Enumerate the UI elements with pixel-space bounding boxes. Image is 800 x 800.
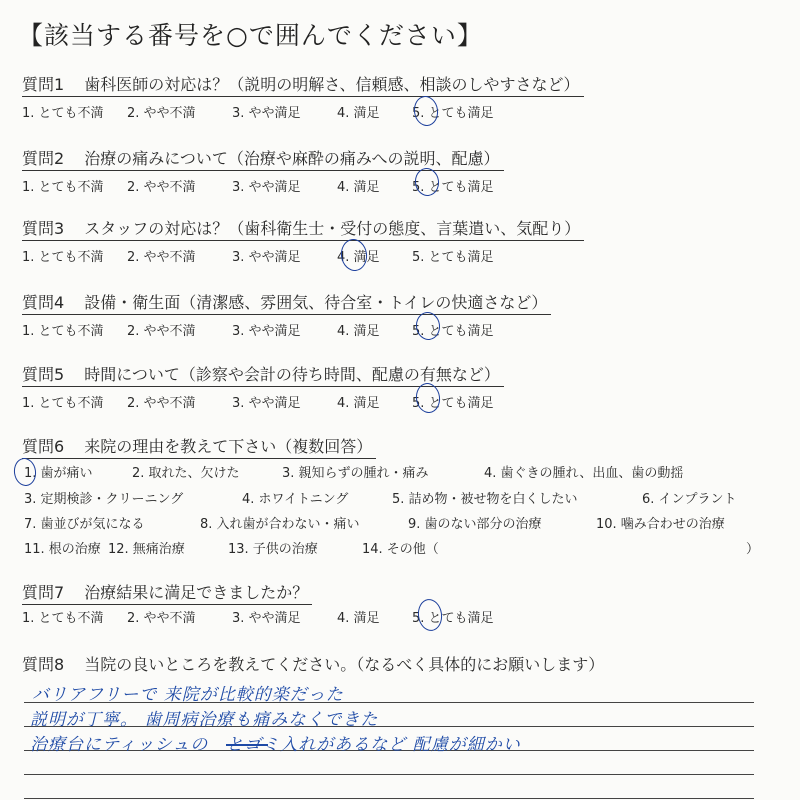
question-title: 設備・衛生面（清潔感、雰囲気、待合室・トイレの快適さなど） xyxy=(84,293,548,312)
rating-option-3[interactable]: 3. やや満足 xyxy=(232,611,301,626)
selection-circle-q7 xyxy=(416,597,444,632)
rating-option-2[interactable]: 2. やや不満 xyxy=(127,106,196,121)
rating-option-4[interactable]: 4. 満足 xyxy=(337,250,380,265)
rating-option-4[interactable]: 4. 満足 xyxy=(337,180,380,195)
rating-option-4[interactable]: 4. 満足 xyxy=(337,611,380,626)
rating-option-2[interactable]: 2. やや不満 xyxy=(127,611,196,626)
question-title: 歯科医師の対応は？（説明の明解さ、信頼感、相談のしやすさなど） xyxy=(84,75,580,94)
rating-option-2[interactable]: 2. やや不満 xyxy=(127,250,196,265)
rating-option-1[interactable]: 1. とても不満 xyxy=(22,106,104,121)
rating-option-5[interactable]: 5. とても満足 xyxy=(412,106,494,121)
reason-option[interactable]: 3. 親知らずの腫れ・痛み xyxy=(282,466,429,481)
rating-options-q3 xyxy=(22,246,494,265)
rating-option-1[interactable]: 1. とても不満 xyxy=(22,180,104,195)
question-3 xyxy=(22,216,584,241)
reason-option[interactable]: 8. 入れ歯が合わない・痛い xyxy=(200,517,360,532)
answer-line xyxy=(24,774,754,775)
rating-option-2[interactable]: 2. やや不満 xyxy=(127,180,196,195)
rating-option-5[interactable]: 5. とても満足 xyxy=(412,396,494,411)
rating-option-3[interactable]: 3. やや満足 xyxy=(232,324,301,339)
reason-option[interactable]: 7. 歯並びが気になる xyxy=(24,517,145,532)
rating-option-3[interactable]: 3. やや満足 xyxy=(232,180,301,195)
question-4 xyxy=(22,290,551,315)
rating-option-2[interactable]: 2. やや不満 xyxy=(127,324,196,339)
reason-option[interactable]: 2. 取れた、欠けた xyxy=(132,466,240,481)
reason-option[interactable]: 6. インプラント xyxy=(642,492,737,507)
rating-option-5[interactable]: 5. とても満足 xyxy=(412,611,494,626)
question-title: 時間について（診察や会計の待ち時間、配慮の有無など） xyxy=(84,365,500,384)
reason-option-other[interactable]: 14. その他（ xyxy=(362,542,439,557)
question-number: 質問7 xyxy=(22,583,65,602)
handwritten-answer-line-3: 治療台にティッシュの とゴミ入れがあるなど 配慮が細かい xyxy=(30,735,521,755)
reason-option[interactable]: 10. 噛み合わせの治療 xyxy=(596,517,725,532)
question-7 xyxy=(22,580,312,605)
reason-option[interactable]: 4. 歯ぐきの腫れ、出血、歯の動揺 xyxy=(484,466,684,481)
rating-option-3[interactable]: 3. やや満足 xyxy=(232,396,301,411)
question-number: 質問8 xyxy=(22,655,65,674)
selection-circle-q3 xyxy=(339,237,369,272)
answer-line xyxy=(24,798,754,799)
rating-option-4[interactable]: 4. 満足 xyxy=(337,396,380,411)
question-number: 質問2 xyxy=(22,149,65,168)
reason-option[interactable]: 1. 歯が痛い xyxy=(24,466,93,481)
question-title: 来院の理由を教えて下さい（複数回答） xyxy=(84,437,373,456)
rating-option-3[interactable]: 3. やや満足 xyxy=(232,106,301,121)
question-2 xyxy=(22,146,504,171)
reason-option[interactable]: 12. 無痛治療 xyxy=(108,542,185,557)
rating-option-1[interactable]: 1. とても不満 xyxy=(22,611,104,626)
question-number: 質問1 xyxy=(22,75,65,94)
question-number: 質問4 xyxy=(22,293,65,312)
handwritten-strikeout xyxy=(226,744,268,746)
reason-option[interactable]: 3. 定期検診・クリーニング xyxy=(24,492,184,507)
reason-option[interactable]: 4. ホワイトニング xyxy=(242,492,349,507)
question-1 xyxy=(22,72,584,97)
rating-option-1[interactable]: 1. とても不満 xyxy=(22,324,104,339)
reason-option[interactable]: 9. 歯のない部分の治療 xyxy=(408,517,542,532)
rating-option-4[interactable]: 4. 満足 xyxy=(337,324,380,339)
rating-option-1[interactable]: 1. とても不満 xyxy=(22,250,104,265)
rating-option-2[interactable]: 2. やや不満 xyxy=(127,396,196,411)
page-heading: 【該当する番号を○で囲んでください】 xyxy=(18,21,483,50)
question-number: 質問6 xyxy=(22,437,65,456)
handwritten-answer-line-1: バリアフリーで 来院が比較的楽だった xyxy=(32,685,344,705)
reason-option[interactable]: 11. 根の治療 xyxy=(24,542,101,557)
reason-option[interactable]: 13. 子供の治療 xyxy=(228,542,318,557)
rating-option-4[interactable]: 4. 満足 xyxy=(337,106,380,121)
handwritten-answer-line-2: 説明が丁寧。 歯周病治療も痛みなくできた xyxy=(30,710,379,730)
rating-option-5[interactable]: 5. とても満足 xyxy=(412,324,494,339)
question-title: スタッフの対応は？（歯科衛生士・受付の態度、言葉遣い、気配り） xyxy=(84,219,581,238)
rating-option-1[interactable]: 1. とても不満 xyxy=(22,396,104,411)
question-title: 治療の痛みについて（治療や麻酔の痛みへの説明、配慮） xyxy=(84,149,500,168)
question-6 xyxy=(22,434,376,459)
question-title: 治療結果に満足できましたか？ xyxy=(84,583,309,602)
reason-option[interactable]: 5. 詰め物・被せ物を白くしたい xyxy=(392,492,578,507)
rating-option-5[interactable]: 5. とても満足 xyxy=(412,180,494,195)
question-number: 質問3 xyxy=(22,219,65,238)
question-8 xyxy=(22,652,604,675)
question-number: 質問5 xyxy=(22,365,65,384)
rating-option-5[interactable]: 5. とても満足 xyxy=(412,250,494,265)
other-close-paren: ） xyxy=(746,542,760,557)
selection-circle-q1 xyxy=(412,94,440,127)
rating-option-3[interactable]: 3. やや満足 xyxy=(232,250,301,265)
question-title: 当院の良いところを教えてください。（なるべく具体的にお願いします） xyxy=(84,655,605,674)
